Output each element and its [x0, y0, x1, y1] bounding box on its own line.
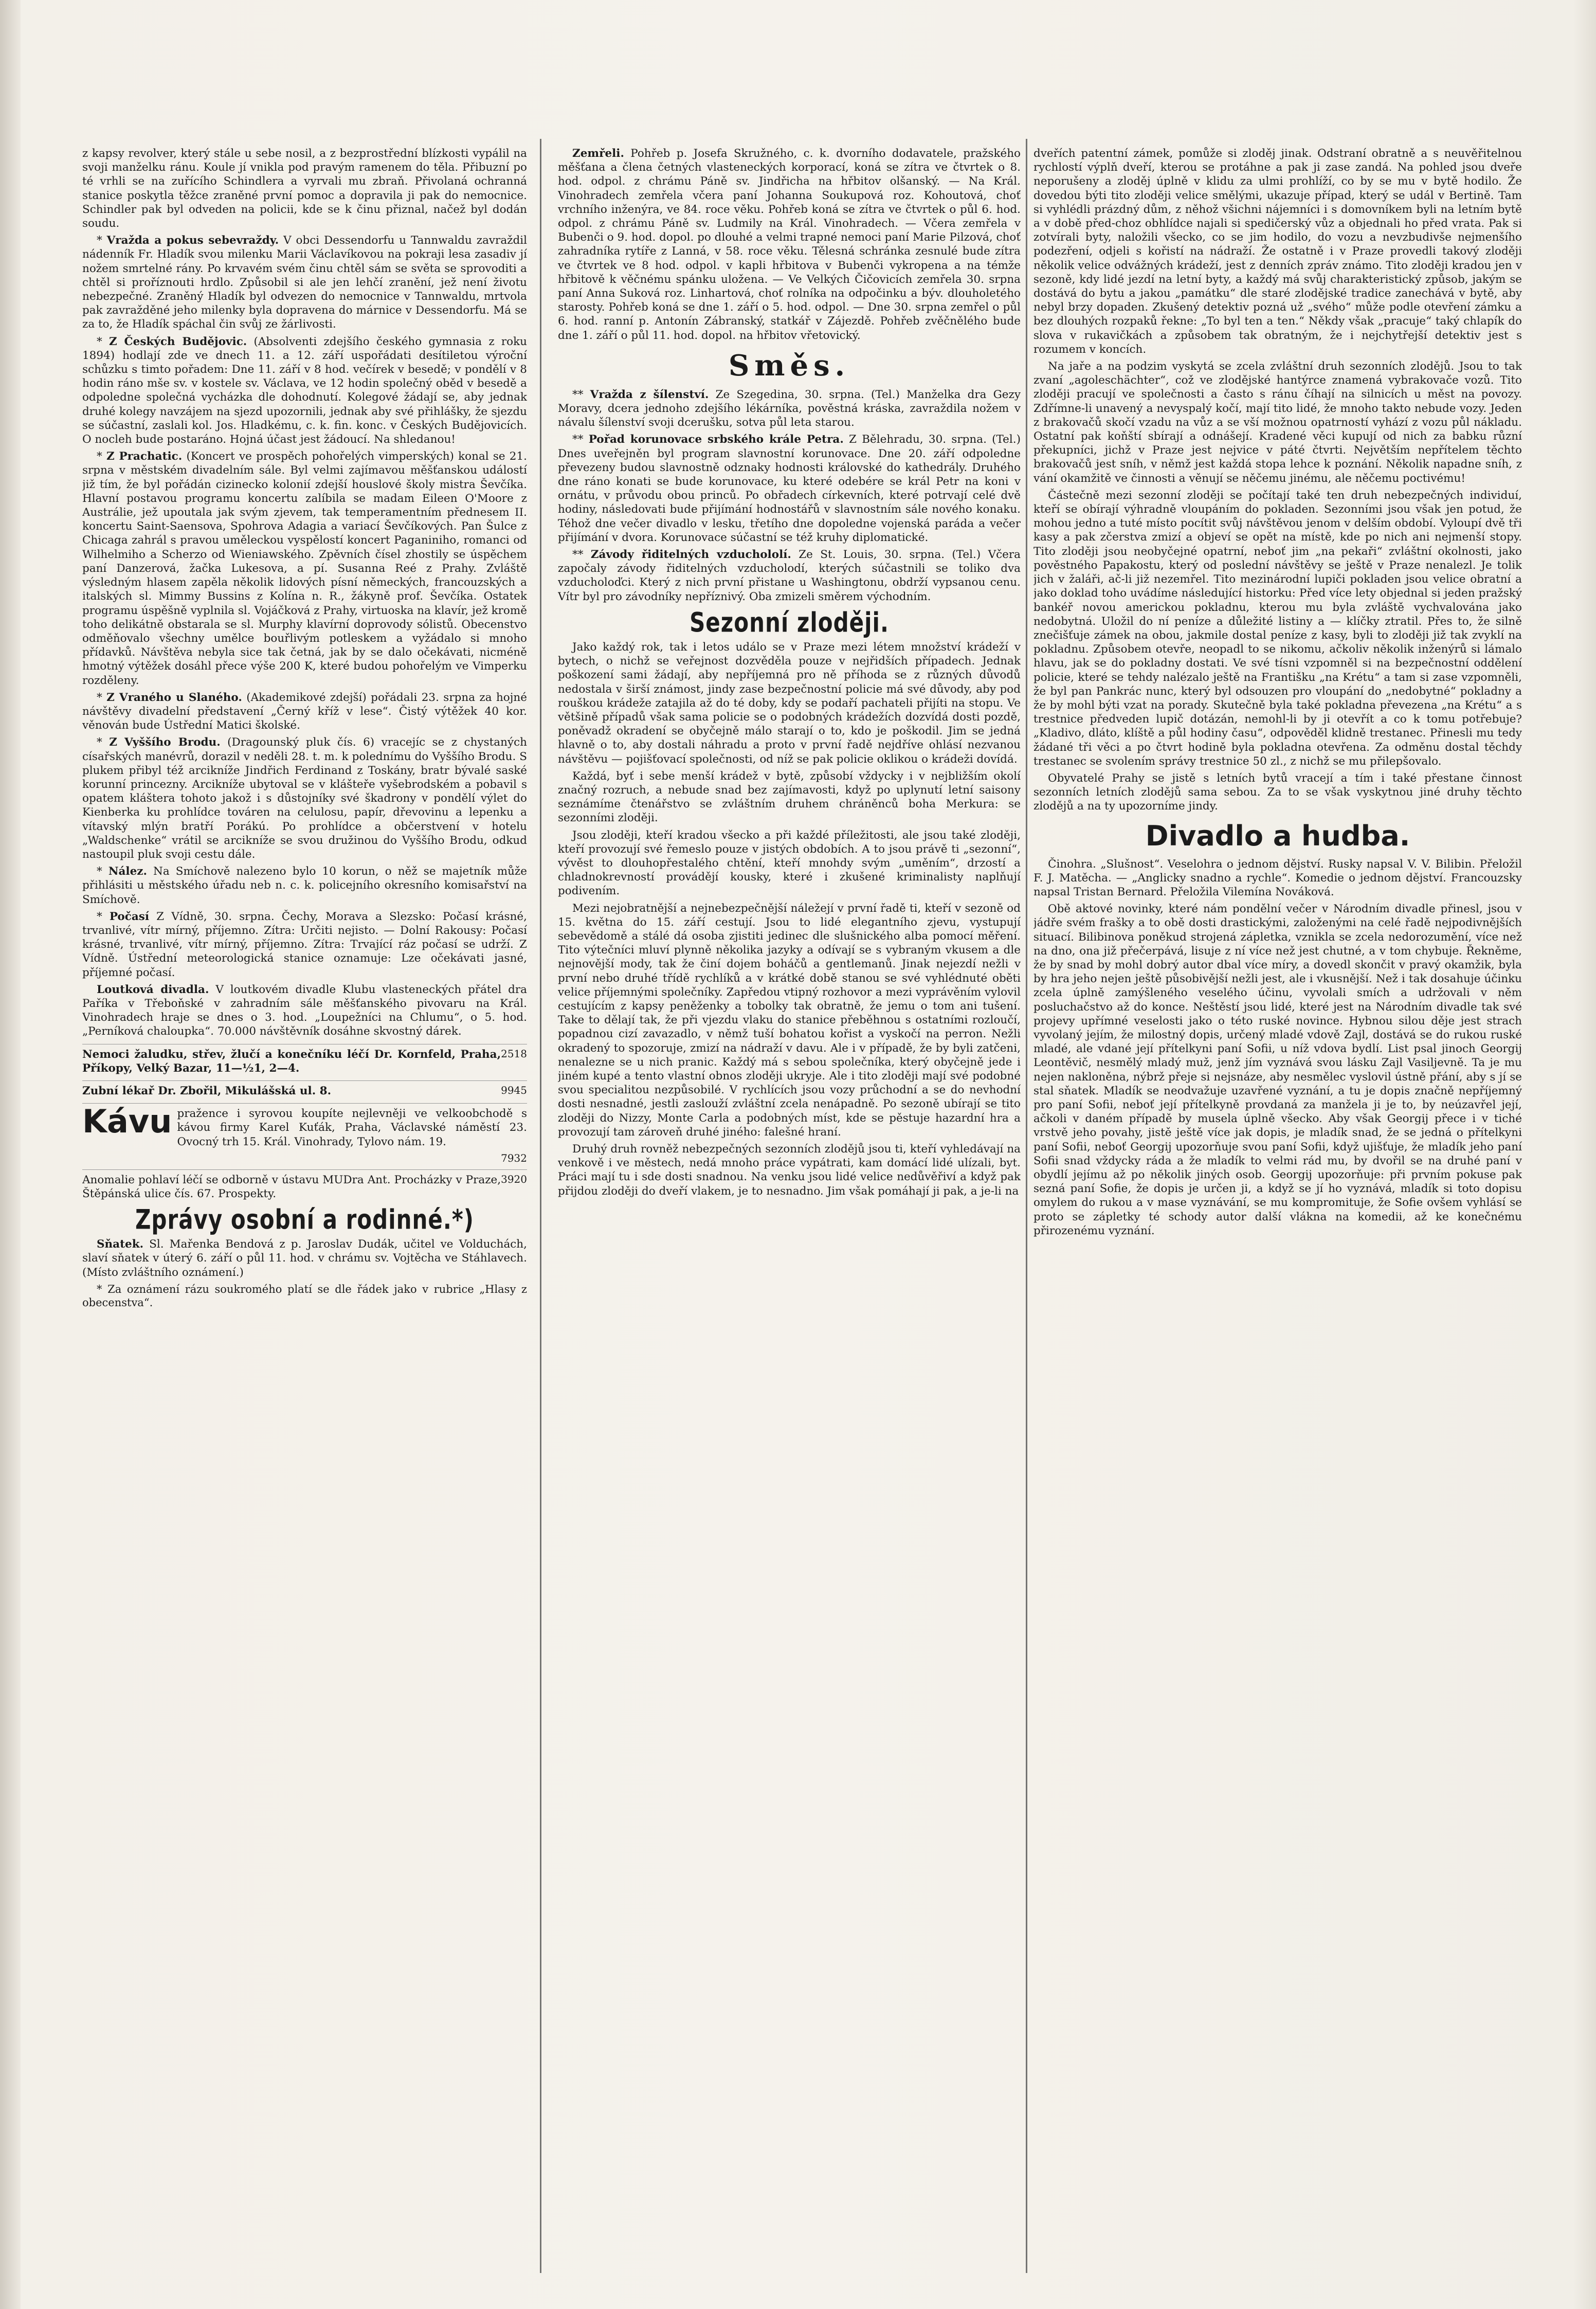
paragraph: Jsou zloději, kteří kradou všecko a při každé příležitosti, ale jsou také zloději, kteří provozují své řemeslo pouze v jistých obdobích. A to jsou právě ti „sezonní“, vývěst to dlouhopřestalého chtění, kteří mnohdy svým „uměním“, drzostí a chladnokrevností provádějí kousky, které i zkušené kriminalisty naplňují podivením.	[558, 828, 1021, 898]
article-title: Sňatek.	[97, 1238, 144, 1251]
article-body: (Koncert ve prospěch pohořelých vimperských) konal se 21. srpna v městském divadelním sále. Byl velmi zajímavou měšťanskou událostí již tím, že byl pořádán cizinecko kolonií zdejší houslové školy mistra Ševčíka. Hlavní postavou programu koncertu zalíbila se madam Eileen O'Moore z Austrálie, jež upoutala jak svým zjevem, tak temperamentním přednesem II. koncertu Saint-Saensova, Spohrova Adagia a variací Ševčíkových. Pan Šulce z Chicaga zahrál s pravou uměleckou vyspělostí koncert Paganiniho, romanci od Wilhelmiho a Scherzo od Wieniawského. Zpěvních čísel zhostily se úspěchem paní Danzerová, žačka Lukesova, a pí. Susanna Reé z Prahy. Zvláště výsledným hlasem zapěla několik lidových písní německých, francouzských a italských sl. Mimmy Bussins z Kolína n. R., žákyně prof. Ševčíka. Ostatek programu úspěšně vyplnila sl. Vojáčková z Prahy, virtuoska na klavír, jež kromě toho delikátně obstarala se sl. Murphy klavírní doprovody sólistů. Obecenstvo odměňovalo všechny umělce bouřlivým potleskem a vyžádalo si mnoho přídavků. Návštěva nebyla sice tak četná, jak by se dalo očekávati, nicméně hmotný výtěžek dosáhl přece výše 200 K, které budou pohořelým ve Vimperku rozděleny.	[82, 450, 527, 687]
article-body: Ze Szegedina, 30. srpna. (Tel.) Manželka dra Gezy Moravy, dcera jednoho zdejšího lékárníka, pověstná kráska, zavraždila nožem v návalu šílenství svoji dcerušku, sotva půl leta starou.	[558, 388, 1021, 429]
ad-text: pražence i syrovou koupíte nejlevněji ve velkoobchodě s kávou firmy Karel Kuťák, Praha, Václavské náměstí 23. Ovocný trh 15. Král. Vinohrady, Tylovo nám. 19.	[177, 1107, 527, 1148]
article-title: Pořad korunovace srbského krále Petra.	[588, 433, 844, 446]
section-heading: Zprávy osobní a rodinné.*)	[135, 1204, 475, 1236]
article-szegedin: ** Vražda z šílenství. Ze Szegedina, 30. srpna. (Tel.) Manželka dra Gezy Moravy, dcera jednoho zdejšího lékárníka, pověstná kráska, zavraždila nožem v návalu šílenství svoji dcerušku, sotva půl leta starou.	[558, 388, 1021, 429]
article-body: (Absolventi zdejšího českého gymnasia z roku 1894) hodlají zde ve dnech 11. a 12. září uspořádati desítiletou výroční schůzku s timto pořadem: Dne 11. září v 8 hod. večírek v besedě; v pondělí v 8 hodin ráno mše sv. v kostele sv. Václava, ve 12 hodin společný oběd v besedě a odpoledne společná vycházka dle dohodnutí. Kolegové žádají se, aby jednak druhé kolegy navzájem na sjezd upozornili, jednak aby své přihlášky, že sjezdu se súčastní, zaslali kol. Jos. Hladkému, c. k. fin. konc. v Českých Budějovicích. O nocleh bude postaráno. Hojná účast jest žádoucí. Na shledanou!	[82, 335, 527, 446]
article-body: Z Vídně, 30. srpna. Čechy, Morava a Slezsko: Počasí krásné, trvanlivé, vítr mírný, příjemno. Zítra: Určiti nejisto. — Dolní Rakousy: Počasí krásné, trvanlivé, vítr mírný, příjemno. Zítra: Trvající ráz počasí se udrží. Z Vídně. Ústřední meteorologická stanice oznamuje: Lze očekávati jasné, příjemné počasí.	[82, 910, 527, 979]
article-body: Sl. Mařenka Bendová z p. Jaroslav Dudák, učitel ve Volduchách, slaví sňatek v úterý 6. září o půl 11. hod. v chrámu sv. Vojtěcha ve Stáhlavech. (Místo zvláštního oznámení.)	[82, 1238, 527, 1279]
section-heading: Divadlo a hudba.	[1145, 819, 1410, 852]
footnote: * Za oznámení rázu soukromého platí se dle řádek jako v rubrice „Hlasy z obecenstva“.	[82, 1283, 527, 1309]
column-1	[82, 147, 527, 2265]
article-brod: * Z Vyššího Brodu. (Dragounský pluk čís. 6) vracejíc se z chystaných císařských manévrů, dorazil v neděli 28. t. m. k polednímu do Vyššího Brodu. S plukem přibyl též arcikníže Jindřich Ferdinand z Toskány, bratr bývalé saské korunní princezny. Arcikníže ubytoval se v klášteře vyšebrodském a pobavil s opatem kláštera tohoto jakož i s důstojníky své škadrony v pondělí výlet do Kienberka ku prohlídce továren na celulosu, papír, dřevovinu a lepenku a vítavský mlýn bratří Porákú. Po prohlídce a občerstvení v hotelu „Waldschenke“ vrátil se arcikníže se svou družinou do Vyššího Brodu, odkud nastoupil pluk svoji cestu dále.	[82, 736, 527, 861]
article-body: V obci Dessendorfu u Tannwaldu zavraždil nádenník Fr. Hladík svou milenku Marii Václavíkovou na pokraji lesa zasadiv jí nožem smrtelné rány. Po krvavém svém činu chtěl sám se světa se sprovoditi a chtěl si proříznouti hrdlo. Způsobil si ale jen lehčí zranění, jež není životu nebezpečné. Zraněný Hladík byl odvezen do nemocnice v Tannwaldu, mrtvola pak zavražděné jeho milenky byla dopravena do márnice v Dessendorfu. Má se za to, že Hladík spáchal čin svůj ze žárlivosti.	[82, 234, 527, 331]
article-prachatice: * Z Prachatic. (Koncert ve prospěch pohořelých vimperských) konal se 21. srpna v městském divadelním sále. Byl velmi zajímavou měšťanskou událostí již tím, že byl pořádán cizinecko kolonií zdejší houslové školy mistra Ševčíka. Hlavní postavou programu koncertu zalíbila se madam Eileen O'Moore z Austrálie, jež upoutala jak svým zjevem, tak temperamentním přednesem II. koncertu Saint-Saensova, Spohrova Adagia a variací Ševčíkových. Pan Šulce z Chicaga zahrál s pravou uměleckou vyspělostí koncert Paganiniho, romanci od Wilhelmiho a Scherzo od Wieniawského. Zpěvních čísel zhostily se úspěchem paní Danzerová, žačka Lukesova, a pí. Susanna Reé z Prahy. Zvláště výsledným hlasem zapěla několik lidových písní německých, francouzských a italských sl. Mimmy Bussins z Kolína n. R., žákyně prof. Ševčíka. Ostatek programu úspěšně vyplnila sl. Vojáčková z Prahy, virtuoska na klavír, jež kromě toho delikátně obstarala se sl. Murphy klavírní doprovody sólistů. Obecenstvo odměňovalo všechny umělce bouřlivým potleskem a vyžádalo si mnoho přídavků. Návštěva nebyla sice tak četná, jak by se dalo očekávati, nicméně hmotný výtěžek dosáhl přece výše 200 K, které budou pohořelým ve Vimperku rozděleny.	[82, 450, 527, 687]
ad-text: Zubní lékař Dr. Zbořil, Mikulášská ul. 8.	[82, 1085, 332, 1097]
advertisement	[82, 1169, 527, 1201]
article-title: Nález.	[108, 865, 147, 878]
article-budejovice: * Z Českých Budějovic. (Absolventi zdejšího českého gymnasia z roku 1894) hodlají zde ve dnech 11. a 12. září uspořádati desítiletou výroční schůzku s timto pořadem: Dne 11. září v 8 hod. večírek v besedě; v pondělí v 8 hodin ráno mše sv. v kostele sv. Václava, ve 12 hodin společný oběd v besedě a odpoledne společná vycházka dle dohodnutí. Kolegové žádají se, aby jednak druhé kolegy navzájem na sjezd upozornili, jednak aby své přihlášky, že sjezdu se súčastní, zaslali kol. Jos. Hladkému, c. k. fin. konc. v Českých Budějovicích. O nocleh bude postaráno. Hojná účast jest žádoucí. Na shledanou!	[82, 335, 527, 446]
advertisement	[82, 1044, 527, 1075]
article-body: (Akademikové zdejší) pořádali 23. srpna za hojné návštěvy divadelní představení „Černý kříž v lese“. Čistý výtěžek 40 kor. věnován bude Ústřední Matici školské.	[82, 691, 527, 732]
article-title: Z Prachatic.	[106, 450, 183, 463]
article-zavody: ** Závody řiditelných vzduchololí. Ze St. Louis, 30. srpna. (Tel.) Včera započaly závody řiditelných vzducholodí, kterých súčastnili se toliko dva vzducholoďci. Který z nich první přistane u Washingtonu, obdrží vypsanou cenu. Vítr byl pro závodníky nepříznivý. Oba zmizeli směrem východním.	[558, 548, 1021, 603]
column-rule	[540, 139, 541, 2273]
advertisement	[82, 1080, 527, 1098]
article-body: Z Bělehradu, 30. srpna. (Tel.) Dnes uveřejněn byl program slavnostní korunovace. Dne 20. září odpoledne převezeny budou slavnostně odznaky hodnosti královské do kathedrály. Druhého dne ráno konati se bude korunovace, ku které odebére se král Petr na koni v ornátu, v průvodu obou princů. Po obřadech církevních, které potrvají celé dvě hodiny, následovati bude přijímání hodnostářů v slavnostním sále nového konaku. Téhož dne večer divadlo v lesku, třetího dne dopoledne vojenská paráda a večer přijímání v dvora. Korunovace súčastní se též kruhy diplomatické.	[558, 433, 1021, 544]
ad-text: Nemoci žaludku, střev, žlučí a konečníku léčí Dr. Kornfeld, Praha, Příkopy, Velký Bazar, 11—½1, 2—4.	[82, 1048, 501, 1075]
article-title: Loutková divadla.	[97, 983, 209, 996]
column-2	[558, 147, 1021, 2265]
paragraph: Částečně mezi sezonní zloději se počítají také ten druh nebezpečných individuí, kteří se obírají výhradně vloupáním do pokladen. Sezonními jsou však jen potud, že mohou jedno a tuté místo pocítit svůj návštěvou jenom v delším období. Vyloupí dvě tři kasy a pak zčerstva zmizí a objeví se opět na místě, kde po nich ani nejmenší stopy. Tito zloději jsou neobyčejné opatrní, neboť jim „na pekaři“ zvláštní okolnosti, jako pověstného Papakostu, který od poslední návštěvy se ještě v Praze nenalezl. Je tolik jich v žaláři, ač-li již nezemřel. Tito mezinárodní lupiči pokladen jsou velice obratní a jako doklad toho uvádíme následující historku: Před více lety objednal si jeden pražský bankéř novou americkou pokladnu, kterou mu byla zvláště vychvalována jako nedobytná. Uložil do ní peníze a důležité listiny a — klíčky ztratil. Přes to, že silně znečišťuje zámek na obou, jakmile dostal peníze z kasy, byli to zloději již tak zvyklí na pokladnu. Způsobem otevře, neopadl to se nikomu, ačkoliv několik inženýrů si lámalo hlavu, jak se do pokladny dostati. Ve své tísni vzpomněl si na bezpečnostní oddělení policie, které se tehdy nalézalo ještě na Františku „na Krétu“ a tam si zase vzpomněli, že byl pan Pankrác nunc, který byl odsouzen pro vloupání do „nedobytné“ pokladny a že by mohl býti vzat na porady. Skutečně byla také pokladna převezena „na Krétu“ a s trestnice předveden lupič dotázán, nemohl-li by ji otevřít a co k tomu potřebuje? „Kladivo, dláto, klíště a půl hodiny času“, odpověděl klidně trestanec. Přinesli mu tedy žádané tři věci a po čtvrt hodině byla pokladna otevřena. Za odměnu dostal těchdy trestanec se svolením správy trestnice 50 zl., z nichž se mu přilepšovalo.	[1033, 489, 1522, 768]
paragraph: Mezi nejobratnější a nejnebezpečnější náležejí v první řadě ti, kteří v sezoně od 15. května do 15. září cestují. Jsou to lidé elegantního zjevu, vystupují sebevědomě a stálé dá osoba zjistiti jedinec dle slušnického alba pomocí měření. Tito výtečníci mluví plynně několika jazyky a odívají se s vybraným vkusem a dle nejnovější mody, tak že činí dojem boháčů a gentlemanů. Jinak nejezdí nežli v první nebo druhé třídě rychlíků a v krátké době stanou se své vyhlédnuté oběti velice příjemnými společníky. Zapředou vtipný rozhovor a mezi vyprávěním vylovil cestujícím z kapsy peněženky a tobolky tak obratně, že jemu o tom ani tušení. Take to dělají tak, že při vjezdu vlaku do stanice přeběhnou s ostatními rozloučí, popadnou cizí zavazadlo, v němž tuší bohatou kořist a vyskočí na perron. Nežli okradený to spozoruje, zmizí na nádraží v davu. Ale i v případě, že by byli zatčeni, nenalezne se u nich pranic. Každý má s sebou společníka, který obyčejně jede i jiném kupé a tento vlastní obnos zloději ukryje. Ale i tito zloději mají své podobné svou specialitou nezpůsobilé. V rychlících jsou vozy průchodní a se do nevhodní dosti nesnadné, jestli zaslouží zvláštní zcela nenápadně. Po sezoně ubírají se tito zloději do Nizzy, Monte Carla a podobných míst, kde se pěstuje hazardní hra a provozují tam zároveň druhé jiného: falešné hraní.	[558, 901, 1021, 1139]
paragraph: Každá, byť i sebe menší krádež v bytě, způsobí vždycky i v nejbližším okolí značný rozruch, a nebude snad bez zajímavosti, když po uplynutí letní saisony seznámíme čtenářstvo se zvláštním druhem chráněnců boha Merkura: se sezonními zloději.	[558, 769, 1021, 825]
ad-number: 2518	[501, 1047, 527, 1060]
paragraph: Činohra. „Slušnost“. Veselohra o jednom dějství. Rusky napsal V. V. Bilibin. Přeložil F. J. Matěcha. — „Anglicky snadno a rychle“. Komedie o jednom dějství. Francouzsky napsal Tristan Bernard. Přeložila Vilemína Nováková.	[1033, 857, 1522, 898]
ad-text: Anomalie pohlaví léčí se odborně v ústavu MUDra Ant. Procházky v Praze, Štěpánská ulice čís. 67. Prospekty.	[82, 1173, 501, 1201]
article-body: V loutkovém divadle Klubu vlasteneckých přátel dra Paříka v Třeboňské v zahradním sále měšťanského pivovaru na Král. Vinohradech hraje se dnes o 3. hod. „Loupežníci na Chlumu“, o 5. hod. „Perníková chaloupka“. 70.000 návštěvník dosáhne skvostný dárek.	[82, 983, 527, 1038]
article-snatek	[82, 1237, 527, 1279]
article-body: Ze St. Louis, 30. srpna. (Tel.) Včera započaly závody řiditelných vzducholodí, kterých súčastnili se toliko dva vzducholoďci. Který z nich první přistane u Washingtonu, obdrží vypsanou cenu. Vítr byl pro závodníky nepříznivý. Oba zmizeli směrem východním.	[558, 548, 1021, 603]
article-title: Zemřeli.	[572, 147, 624, 160]
article-title: Vražda z šílenství.	[590, 388, 709, 401]
page-edge-shadow	[0, 0, 21, 2309]
article-title: Z Vyššího Brodu.	[109, 736, 221, 749]
paragraph: Obě aktové novinky, které nám pondělní večer v Národním divadle přinesl, jsou v jádře svém frašky a to obě dosti drastickými, založenými na celé řadě nejpodivnějších situací. Bilibinova poněkud strojená zápletka, vznikla se zcela nedorozumění, více než na dno, ona již přečerpává, lisuje z ní více než jest chutné, a v tom chybuje. Řekněme, že by snad by mohl dobrý autor dbal více míry, a dovedl skončit v pravý okamžik, byla by hra jeho nejen ještě působivější nežli jest, ale i vkusnější. Než i tak dosahuje účinku zcela úplně zamýšleného veselého účinu, vyvolali smích a udržovali v něm posluchačstvo až do konce. Neštěstí jsou lidé, které jest na Národním divadle tak své projevy upřímné veselosti jako o této ruské novince. Hybnou silou děje jest strach vyvolaný jejím, že milostný dopis, určený mladé vdově Zajl, dostává se do rukou ruské mladé, ale vdané její přítelkyni paní Sofii, u níž vdova bydlí. List psal jinoch Georgij Leontěvič, nesmělý mladý muž, jenž jím vyznává svou lásku Zajl Vasiljevně. Ta je mu nejen nakloněna, nýbrž přeje si nejsnáze, aby nesmělec vyslovil ústně přání, aby s jí se stal sňatek. Mladík se neodvažuje uzavřené vyznání, a tu je dopis značně nepříjemný pro paní Sofii, neboť její přítelkyně provdaná za manžela ji je to, by neúzavřel její, ačkoli v daném případě by musela úplně všecko. Aby však Georgij přece i v tiché vrstvě jeho povahy, jistě ještě více jak dopis, je mladík snad, že se jedná o přítelkyni paní Sofii, neboť Georgij upozorňuje svou paní Sofii, když ujišťuje, že mladík jeho paní Sofii snad vždycky ráda a že mladík to velmi rád mu, by dvořil se na druhé paní v obydlí jejímu až po několik jiných osob. Georgij upozorňuje: při prvním pokuse pak sezná paní Sofie, že dopis je určen ji, a když se jí ho vyznává, mladík si toto dopisu omylem do rukou a v mase vyznávání, se mu kompromituje, že Sofie ovšem vyhlásí se proto se zápletky té schody autor další vlákna na komedii, až ke konečnému přirozenému vyznání.	[1033, 903, 1522, 1237]
column-3	[1033, 147, 1522, 2265]
article-body: (Dragounský pluk čís. 6) vracejíc se z chystaných císařských manévrů, dorazil v neděli 28. t. m. k polednímu do Vyššího Brodu. S plukem přibyl též arcikníže Jindřich Ferdinand z Toskány, bratr bývalé saské korunní princezny. Arcikníže ubytoval se v klášteře vyšebrodském a pobavil s opatem kláštera tohoto jakož i s důstojníky své škadrony v pondělí výlet do Kienberka ku prohlídce továren na celulosu, papír, dřevovinu a lepenku a vítavský mlýn bratří Porákú. Po prohlídce a občerstvení v hotelu „Waldschenke“ vrátil se arcikníže se svou družinou do Vyššího Brodu, odkud nastoupil pluk svoji cestu dále.	[82, 736, 527, 861]
article-body: Na Smíchově nalezeno bylo 10 korun, o něž se majetník může přihlásiti u městského úřadu neb n. c. k. policejního okresního komisařství na Smíchově.	[82, 865, 527, 906]
article-title: Z Vraného u Slaného.	[106, 691, 242, 704]
paragraph: Na jaře a na podzim vyskytá se zcela zvláštní druh sezonních zlodějů. Jsou to tak zvaní „agoleschächter“, což ve zlodějské hantýrce znamená vybrakovače vozů. Tito zloději pracují ve společnosti a často s ránu číhají na silnicích u měst na povozy. Zdřímne-li unavený a nevyspalý kočí, mají tito lidé, že mnoho takto nebude vozy. Jeden z brakovačů skočí vzadu na vůz a se vší možnou opatrností vyhází z vozu půl nákladu. Ostatní pak koňští sbírají a odnášejí. Kradené věci kupují od nich za babku různí překupníci, jichž v Praze jest nejvice v páté čtvrti. Největším nepřítelem těchto brakovačů jest sníh, v němž jest každá stopa lehce k poznání. Několik napadne sníh, z vání okamžitě ve činnosti a věnují se něčemu jinému, ale něčemu poctivému!	[1033, 360, 1522, 485]
section-heading: Směs.	[728, 348, 850, 383]
ad-headline: Kávu	[82, 1103, 172, 1141]
paragraph: Obyvatelé Prahy se jistě s letních bytů vracejí a tím i také přestane činnost sezonních letních zlodějů sama sebou. Za to se však vyskytnou jiné druhy těchto zlodějů a na ty upozorníme jindy.	[1033, 771, 1522, 813]
article-body: Pohřeb p. Josefa Skružného, c. k. dvorního dodavatele, pražského měšťana a člena četných vlasteneckých korporací, koná se zítra ve čtvrtek o 8. hod. odpol. z chrámu Páně sv. Jindřicha na hřbitov olšanský. — Na Král. Vinohradech zemřela včera paní Johanna Soukupová roz. Kohoutová, choť vrchního inženýra, ve 84. roce věku. Pohřeb koná se zítra ve čtvrtek o půl 6. hod. odpol. z chrámu Páně sv. Ludmily na Král. Vinohradech. — Včera zemřela v Bubenči o 9. hod. dopol. po dlouhé a velmi trapné nemoci paní Marie Pilzová, choť zahradníka rytíře z Lanná, v 58. roce věku. Tělesná schránka zesnulé bude zítra ve čtvrtek ve 8 hod. odpol. v kapli hřbitova v Bubenči vykropena a na témže hřbitově k věčnému spánku uložena. — Ve Velkých Čičovicích zemřela 30. srpna paní Anna Suková roz. Linhartová, choť rolníka na odpočinku a býv. dlouholetého starosty. Pohřeb koná se dne 1. září o 5. hod. odpol. — Dne 30. srpna zemřel o půl 6. hod. ranní p. Antonín Zábranský, statkář v Zájezdě. Pohřeb zvěčnělého bude dne 1. září o půl 11. hod. dopol. na hřbitov vřetovický.	[558, 147, 1021, 342]
article-vrazda: * Vražda a pokus sebevraždy. V obci Dessendorfu u Tannwaldu zavraždil nádenník Fr. Hladík svou milenku Marii Václavíkovou na pokraji lesa zasadiv jí nožem smrtelné rány. Po krvavém svém činu chtěl sám se světa se sprovoditi a chtěl si proříznouti hrdlo. Způsobil si ale jen lehčí zranění, jež není životu nebezpečné. Zraněný Hladík byl odvezen do nemocnice v Tannwaldu, mrtvola pak zavražděné jeho milenky byla dopravena do márnice v Dessendorfu. Má se za to, že Hladík spáchal čin svůj ze žárlivosti.	[82, 234, 527, 331]
column-rule	[1026, 139, 1027, 2273]
advertisement	[82, 1103, 527, 1164]
paragraph: dveřích patentní zámek, pomůže si zloděj jinak. Odstraní obratně a s neuvěřitelnou rychlostí výplň dveří, kterou se protáhne a pak ji zase zandá. Na pohled jsou dveře neporušeny a zloděj úplně v klidu za ulmi prohlíží, co by se mu v bytě hodilo. Že dovedou býti tito zloději velice smělými, ukazuje případ, který se udál v Bertině. Tam si vyhlédli prázdný dům, z něhož všichni nájemníci i s domovníkem byli na letním bytě a v době před-choz obhlídce najali si spedičerský vůz a objednali ho před vrata. Pak si zotvírali byty, naložili všecko, co se jim hodilo, do vozu a nevzbudivše nejmenšího podezření, odjeli s kořistí na nádraží. Že ostatně i v Praze provedli takový zloději několik velice odvážných krádeží, jest z denních zpráv známo. Tito zloději kradou jen v sezoně, kdy lidé jezdí na letní byty, a každý má svůj charakteristický způsob, jakým se dostává do bytu a jakou „památku“ dle staré zlodějské tradice zanechává v bytě, aby nebyl brzy dopaden. Zkušený detektiv pozná už „svého“ může podle otevření zámku a bez dlouhých rozpaků řekne: „To byl ten a ten.“ Někdy však „pracuje“ taký chlapík do slova v rukavičkách a způsobem tak obratným, že i nejchytřejší detektiv jest s rozumem v koncích.	[1033, 147, 1522, 356]
article-title: Počasí	[109, 910, 150, 923]
article-title: Závody řiditelných vzduchololí.	[590, 548, 791, 562]
article-zemreli	[558, 147, 1021, 342]
article-title: Vražda a pokus sebevraždy.	[106, 234, 279, 247]
article-nalez: * Nález. Na Smíchově nalezeno bylo 10 korun, o něž se majetník může přihlásiti u městského úřadu neb n. c. k. policejního okresního komisařství na Smíchově.	[82, 865, 527, 906]
section-heading: Sezonní zloději.	[690, 606, 889, 639]
ad-number: 9945	[501, 1084, 527, 1096]
paragraph: Jako každý rok, tak i letos událo se v Praze mezi létem množství krádeží v bytech, o nichž se veřejnost dozvěděla pouze v nejřidších případech. Jednak poškození sami žádají, aby nepříjemná pro ně příhoda se z různých důvodů nedostala v širší známost, jindy zase bezpečnostní policie má své důvody, aby pod rouškou krádeže zatajila až do té doby, kdy se podaří pachateli přijíti na stopu. Ve většině případů však sama policie se o podobných krádežích dozvídá dosti pozdě, poněvadž okradení se obyčejně málo starají o to, kdo je poškodil. Jim se jedná hlavně o to, aby dostali náhradu a proto v první řadě nejdříve ohlásí nezvanou návštěvu — pojišťovací společnosti, od níž se pak policie oklikou o krádeži dovídá.	[558, 640, 1021, 766]
article-loutky	[82, 983, 527, 1039]
article-vraneho: * Z Vraného u Slaného. (Akademikové zdejší) pořádali 23. srpna za hojné návštěvy divadelní představení „Černý kříž v lese“. Čistý výtěžek 40 kor. věnován bude Ústřední Matici školské.	[82, 691, 527, 732]
ad-number: 7932	[501, 1151, 527, 1164]
article-pocasi: * Počasí Z Vídně, 30. srpna. Čechy, Morava a Slezsko: Počasí krásné, trvanlivé, vítr mírný, příjemno. Zítra: Určiti nejisto. — Dolní Rakousy: Počasí krásné, trvanlivé, vítr mírný, příjemno. Zítra: Trvající ráz počasí se udrží. Z Vídně. Ústřední meteorologická stanice oznamuje: Lze očekávati jasné, příjemné počasí.	[82, 910, 527, 979]
article-revolver: z kapsy revolver, který stále u sebe nosil, a z bezprostřední blízkosti vypálil na svoji manželku ránu. Koule jí vnikla pod pravým ramenem do těla. Přibuzní po té vrhli se na zuřícího Schindlera a vyrvali mu zbraň. Přivolaná ochranná stanice poskytla těžce zraněné první pomoc a dopravila ji pak do nemocnice. Schindler pak byl odveden na policii, kde se k činu přiznal, načež byl dodán soudu.	[82, 147, 527, 230]
article-title: Z Českých Budějovic.	[108, 335, 247, 348]
article-korunovace: ** Pořad korunovace srbského krále Petra. Z Bělehradu, 30. srpna. (Tel.) Dnes uveřejněn byl program slavnostní korunovace. Dne 20. září odpoledne převezeny budou slavnostně odznaky hodnosti královské do kathedrály. Druhého dne ráno konati se bude korunovace, ku které odebére se král Petr na koni v ornátu, v průvodu obou princů. Po obřadech církevních, které potrvají celé dvě hodiny, následovati bude přijímání hodnostářů v slavnostním sále nového konaku. Téhož dne večer divadlo v lesku, třetího dne dopoledne vojenská paráda a večer přijímání v dvora. Korunovace súčastní se též kruhy diplomatické.	[558, 433, 1021, 544]
paragraph: Druhý druh rovněž nebezpečných sezonních zlodějů jsou ti, kteří vyhledávají na venkově i ve městech, nedá mnoho práce vypátrati, kam domácí lidé ulízali, byt. Práci mají tu i sde dosti snadnou. Na venku jsou lidé velice nedůvěřiví a když pak přijdou zloději do dveří vlakem, je to nesnadno. Jim však pomáhají ji pak, a je-li na	[558, 1143, 1021, 1198]
ad-number: 3920	[501, 1172, 527, 1185]
